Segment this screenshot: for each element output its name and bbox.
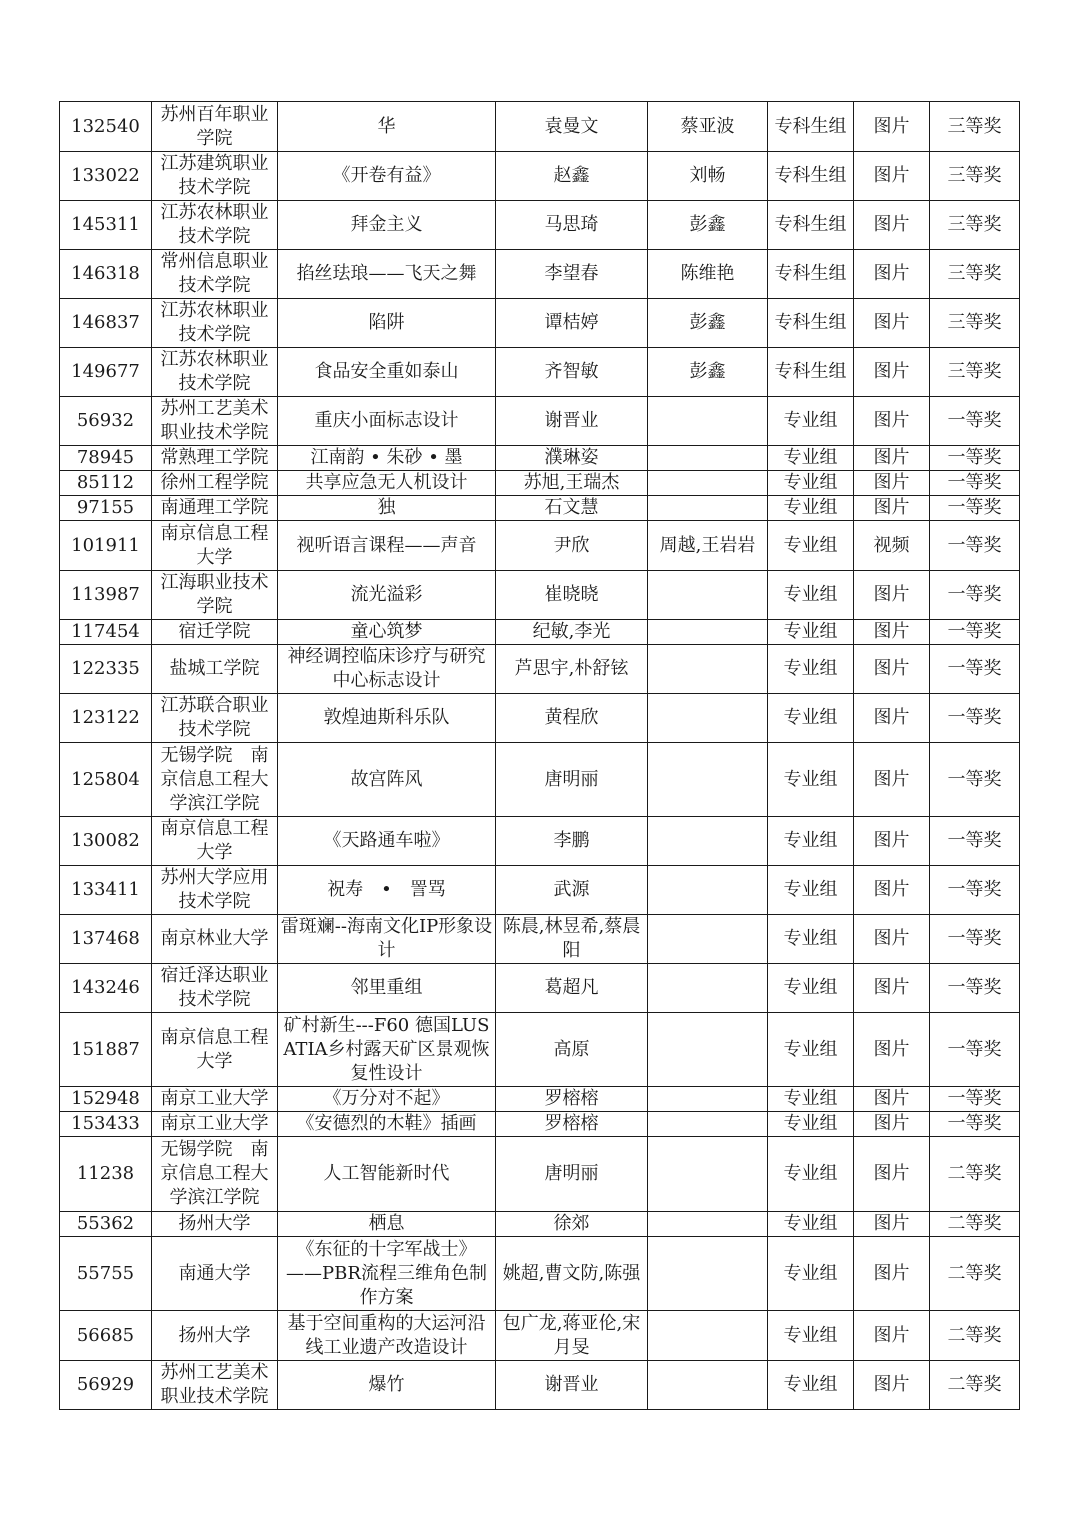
advisor-names: 刘畅 xyxy=(648,152,768,201)
work-title: 邻里重组 xyxy=(278,964,496,1013)
school-name: 盐城工学院 xyxy=(152,645,278,694)
table-row xyxy=(60,299,1020,348)
entry-id: 145311 xyxy=(60,201,152,250)
entry-id: 11238 xyxy=(60,1137,152,1212)
advisor-names: 蔡亚波 xyxy=(648,102,768,152)
work-title: 《开卷有益》 xyxy=(278,152,496,201)
group-category: 专业组 xyxy=(768,866,854,915)
entry-id: 122335 xyxy=(60,645,152,694)
award-level: 一等奖 xyxy=(930,521,1020,571)
school-name: 江苏农林职业技术学院 xyxy=(152,348,278,397)
work-type: 图片 xyxy=(854,1013,930,1087)
author-names: 谢晋业 xyxy=(496,1361,648,1410)
school-name: 苏州大学应用技术学院 xyxy=(152,866,278,915)
work-title: 栖息 xyxy=(278,1212,496,1237)
work-title: 重庆小面标志设计 xyxy=(278,397,496,446)
entry-id: 130082 xyxy=(60,817,152,866)
work-title: 人工智能新时代 xyxy=(278,1137,496,1212)
group-category: 专业组 xyxy=(768,817,854,866)
award-level: 二等奖 xyxy=(930,1361,1020,1410)
work-title: 敦煌迪斯科乐队 xyxy=(278,694,496,743)
work-title: 祝寿 • 詈骂 xyxy=(278,866,496,915)
award-level: 一等奖 xyxy=(930,571,1020,620)
author-names: 陈晨,林昱希,蔡晨阳 xyxy=(496,915,648,964)
advisor-names xyxy=(648,446,768,471)
author-names: 袁曼文 xyxy=(496,102,648,152)
work-title: 童心筑梦 xyxy=(278,620,496,645)
table-row xyxy=(60,471,1020,496)
entry-id: 137468 xyxy=(60,915,152,964)
school-name: 苏州百年职业学院 xyxy=(152,102,278,152)
work-type: 图片 xyxy=(854,964,930,1013)
award-level: 一等奖 xyxy=(930,397,1020,446)
award-level: 一等奖 xyxy=(930,446,1020,471)
work-title: 《天路通车啦》 xyxy=(278,817,496,866)
work-type: 图片 xyxy=(854,645,930,694)
advisor-names xyxy=(648,964,768,1013)
school-name: 宿迁学院 xyxy=(152,620,278,645)
work-type: 图片 xyxy=(854,1237,930,1311)
school-name: 南京信息工程大学 xyxy=(152,817,278,866)
author-names: 崔晓晓 xyxy=(496,571,648,620)
work-title: 华 xyxy=(278,102,496,152)
school-name: 南京工业大学 xyxy=(152,1087,278,1112)
author-names: 纪敏,李光 xyxy=(496,620,648,645)
author-names: 罗榕榕 xyxy=(496,1087,648,1112)
table-row xyxy=(60,817,1020,866)
advisor-names: 彭鑫 xyxy=(648,299,768,348)
work-type: 图片 xyxy=(854,201,930,250)
work-type: 图片 xyxy=(854,1212,930,1237)
award-level: 一等奖 xyxy=(930,694,1020,743)
table-row xyxy=(60,152,1020,201)
school-name: 江苏联合职业技术学院 xyxy=(152,694,278,743)
table-row xyxy=(60,397,1020,446)
work-title: 爆竹 xyxy=(278,1361,496,1410)
author-names: 葛超凡 xyxy=(496,964,648,1013)
award-level: 一等奖 xyxy=(930,743,1020,817)
school-name: 苏州工艺美术职业技术学院 xyxy=(152,397,278,446)
table-row xyxy=(60,1087,1020,1112)
award-level: 二等奖 xyxy=(930,1137,1020,1212)
work-title: 掐丝珐琅——飞天之舞 xyxy=(278,250,496,299)
entry-id: 85112 xyxy=(60,471,152,496)
work-title: 基于空间重构的大运河沿线工业遗产改造设计 xyxy=(278,1311,496,1361)
award-level: 一等奖 xyxy=(930,471,1020,496)
table-row xyxy=(60,496,1020,521)
author-names: 李鹏 xyxy=(496,817,648,866)
group-category: 专科生组 xyxy=(768,152,854,201)
award-level: 二等奖 xyxy=(930,1237,1020,1311)
work-title: 独 xyxy=(278,496,496,521)
group-category: 专业组 xyxy=(768,496,854,521)
award-table-body xyxy=(60,102,1020,1410)
school-name: 常熟理工学院 xyxy=(152,446,278,471)
group-category: 专业组 xyxy=(768,694,854,743)
advisor-names xyxy=(648,1112,768,1137)
advisor-names xyxy=(648,866,768,915)
entry-id: 55362 xyxy=(60,1212,152,1237)
group-category: 专业组 xyxy=(768,1361,854,1410)
group-category: 专业组 xyxy=(768,915,854,964)
group-category: 专业组 xyxy=(768,743,854,817)
group-category: 专业组 xyxy=(768,1212,854,1237)
entry-id: 149677 xyxy=(60,348,152,397)
work-type: 图片 xyxy=(854,620,930,645)
work-type: 图片 xyxy=(854,1112,930,1137)
work-type: 图片 xyxy=(854,496,930,521)
group-category: 专科生组 xyxy=(768,299,854,348)
work-title: 流光溢彩 xyxy=(278,571,496,620)
entry-id: 55755 xyxy=(60,1237,152,1311)
entry-id: 113987 xyxy=(60,571,152,620)
author-names: 高原 xyxy=(496,1013,648,1087)
work-type: 图片 xyxy=(854,348,930,397)
author-names: 李望春 xyxy=(496,250,648,299)
author-names: 唐明丽 xyxy=(496,743,648,817)
school-name: 无锡学院 南京信息工程大学滨江学院 xyxy=(152,1137,278,1212)
advisor-names: 彭鑫 xyxy=(648,201,768,250)
entry-id: 146318 xyxy=(60,250,152,299)
group-category: 专业组 xyxy=(768,397,854,446)
work-type: 图片 xyxy=(854,817,930,866)
award-level: 三等奖 xyxy=(930,102,1020,152)
advisor-names: 周越,王岩岩 xyxy=(648,521,768,571)
author-names: 谭桔婷 xyxy=(496,299,648,348)
work-title: 故宫阵风 xyxy=(278,743,496,817)
work-type: 图片 xyxy=(854,152,930,201)
table-row xyxy=(60,521,1020,571)
group-category: 专科生组 xyxy=(768,201,854,250)
table-row xyxy=(60,645,1020,694)
advisor-names xyxy=(648,817,768,866)
school-name: 扬州大学 xyxy=(152,1212,278,1237)
award-level: 一等奖 xyxy=(930,1087,1020,1112)
author-names: 姚超,曹文防,陈强 xyxy=(496,1237,648,1311)
advisor-names xyxy=(648,571,768,620)
award-level: 一等奖 xyxy=(930,620,1020,645)
author-names: 尹欣 xyxy=(496,521,648,571)
entry-id: 146837 xyxy=(60,299,152,348)
award-results-table xyxy=(59,101,1020,1410)
school-name: 无锡学院 南京信息工程大学滨江学院 xyxy=(152,743,278,817)
entry-id: 56932 xyxy=(60,397,152,446)
work-title: 矿村新生---F60 德国LUSATIA乡村露天矿区景观恢复性设计 xyxy=(278,1013,496,1087)
author-names: 黄程欣 xyxy=(496,694,648,743)
group-category: 专业组 xyxy=(768,446,854,471)
work-title: 《东征的十字军战士》——PBR流程三维角色制作方案 xyxy=(278,1237,496,1311)
table-row xyxy=(60,1013,1020,1087)
author-names: 石文慧 xyxy=(496,496,648,521)
table-row xyxy=(60,694,1020,743)
author-names: 马思琦 xyxy=(496,201,648,250)
advisor-names xyxy=(648,1013,768,1087)
entry-id: 132540 xyxy=(60,102,152,152)
advisor-names xyxy=(648,915,768,964)
advisor-names xyxy=(648,1237,768,1311)
group-category: 专业组 xyxy=(768,521,854,571)
advisor-names xyxy=(648,743,768,817)
advisor-names xyxy=(648,397,768,446)
entry-id: 133022 xyxy=(60,152,152,201)
group-category: 专科生组 xyxy=(768,250,854,299)
group-category: 专业组 xyxy=(768,964,854,1013)
award-level: 二等奖 xyxy=(930,1311,1020,1361)
work-title: 江南韵 • 朱砂 • 墨 xyxy=(278,446,496,471)
award-level: 三等奖 xyxy=(930,201,1020,250)
work-type: 图片 xyxy=(854,471,930,496)
table-row xyxy=(60,201,1020,250)
work-type: 图片 xyxy=(854,1087,930,1112)
table-row xyxy=(60,446,1020,471)
table-row xyxy=(60,620,1020,645)
work-title: 神经调控临床诊疗与研究中心标志设计 xyxy=(278,645,496,694)
group-category: 专业组 xyxy=(768,1311,854,1361)
work-type: 视频 xyxy=(854,521,930,571)
group-category: 专业组 xyxy=(768,1237,854,1311)
award-level: 一等奖 xyxy=(930,964,1020,1013)
advisor-names xyxy=(648,645,768,694)
entry-id: 152948 xyxy=(60,1087,152,1112)
school-name: 南通理工学院 xyxy=(152,496,278,521)
author-names: 齐智敏 xyxy=(496,348,648,397)
award-level: 一等奖 xyxy=(930,496,1020,521)
advisor-names xyxy=(648,1087,768,1112)
work-title: 共享应急无人机设计 xyxy=(278,471,496,496)
group-category: 专业组 xyxy=(768,1013,854,1087)
award-level: 三等奖 xyxy=(930,152,1020,201)
entry-id: 78945 xyxy=(60,446,152,471)
entry-id: 143246 xyxy=(60,964,152,1013)
school-name: 南通大学 xyxy=(152,1237,278,1311)
advisor-names: 彭鑫 xyxy=(648,348,768,397)
school-name: 苏州工艺美术职业技术学院 xyxy=(152,1361,278,1410)
advisor-names xyxy=(648,1311,768,1361)
work-type: 图片 xyxy=(854,694,930,743)
table-row xyxy=(60,102,1020,152)
award-level: 三等奖 xyxy=(930,250,1020,299)
table-row xyxy=(60,571,1020,620)
entry-id: 153433 xyxy=(60,1112,152,1137)
advisor-names xyxy=(648,1212,768,1237)
advisor-names xyxy=(648,1137,768,1212)
author-names: 苏旭,王瑞杰 xyxy=(496,471,648,496)
group-category: 专业组 xyxy=(768,1137,854,1212)
work-type: 图片 xyxy=(854,299,930,348)
group-category: 专业组 xyxy=(768,471,854,496)
table-row xyxy=(60,250,1020,299)
work-title: 拜金主义 xyxy=(278,201,496,250)
award-level: 一等奖 xyxy=(930,645,1020,694)
entry-id: 56685 xyxy=(60,1311,152,1361)
award-level: 一等奖 xyxy=(930,866,1020,915)
work-title: 视听语言课程——声音 xyxy=(278,521,496,571)
entry-id: 151887 xyxy=(60,1013,152,1087)
work-type: 图片 xyxy=(854,743,930,817)
group-category: 专科生组 xyxy=(768,348,854,397)
school-name: 江苏建筑职业技术学院 xyxy=(152,152,278,201)
entry-id: 56929 xyxy=(60,1361,152,1410)
group-category: 专业组 xyxy=(768,645,854,694)
work-title: 陷阱 xyxy=(278,299,496,348)
advisor-names: 陈维艳 xyxy=(648,250,768,299)
entry-id: 117454 xyxy=(60,620,152,645)
work-title: 《安德烈的木鞋》插画 xyxy=(278,1112,496,1137)
work-type: 图片 xyxy=(854,446,930,471)
school-name: 扬州大学 xyxy=(152,1311,278,1361)
table-row xyxy=(60,1361,1020,1410)
table-row xyxy=(60,1112,1020,1137)
entry-id: 101911 xyxy=(60,521,152,571)
group-category: 专科生组 xyxy=(768,102,854,152)
school-name: 常州信息职业技术学院 xyxy=(152,250,278,299)
author-names: 濮琳姿 xyxy=(496,446,648,471)
award-level: 三等奖 xyxy=(930,299,1020,348)
school-name: 南京林业大学 xyxy=(152,915,278,964)
school-name: 南京信息工程大学 xyxy=(152,1013,278,1087)
table-row xyxy=(60,1212,1020,1237)
table-row xyxy=(60,743,1020,817)
author-names: 唐明丽 xyxy=(496,1137,648,1212)
school-name: 南京工业大学 xyxy=(152,1112,278,1137)
group-category: 专业组 xyxy=(768,620,854,645)
award-level: 一等奖 xyxy=(930,915,1020,964)
school-name: 宿迁泽达职业技术学院 xyxy=(152,964,278,1013)
school-name: 江苏农林职业技术学院 xyxy=(152,201,278,250)
school-name: 江苏农林职业技术学院 xyxy=(152,299,278,348)
advisor-names xyxy=(648,496,768,521)
award-level: 一等奖 xyxy=(930,817,1020,866)
author-names: 包广龙,蒋亚伦,宋月旻 xyxy=(496,1311,648,1361)
advisor-names xyxy=(648,1361,768,1410)
award-level: 三等奖 xyxy=(930,348,1020,397)
author-names: 罗榕榕 xyxy=(496,1112,648,1137)
work-type: 图片 xyxy=(854,1361,930,1410)
entry-id: 123122 xyxy=(60,694,152,743)
group-category: 专业组 xyxy=(768,1087,854,1112)
table-row xyxy=(60,1237,1020,1311)
work-type: 图片 xyxy=(854,102,930,152)
school-name: 徐州工程学院 xyxy=(152,471,278,496)
author-names: 武源 xyxy=(496,866,648,915)
entry-id: 125804 xyxy=(60,743,152,817)
table-row xyxy=(60,348,1020,397)
work-type: 图片 xyxy=(854,1137,930,1212)
entry-id: 97155 xyxy=(60,496,152,521)
advisor-names xyxy=(648,694,768,743)
advisor-names xyxy=(648,471,768,496)
table-row xyxy=(60,964,1020,1013)
author-names: 徐郊 xyxy=(496,1212,648,1237)
table-row xyxy=(60,1311,1020,1361)
author-names: 谢晋业 xyxy=(496,397,648,446)
advisor-names xyxy=(648,620,768,645)
author-names: 赵鑫 xyxy=(496,152,648,201)
work-title: 食品安全重如泰山 xyxy=(278,348,496,397)
award-level: 一等奖 xyxy=(930,1112,1020,1137)
work-title: 雷斑斓--海南文化IP形象设计 xyxy=(278,915,496,964)
work-type: 图片 xyxy=(854,866,930,915)
award-level: 二等奖 xyxy=(930,1212,1020,1237)
work-type: 图片 xyxy=(854,1311,930,1361)
school-name: 南京信息工程大学 xyxy=(152,521,278,571)
author-names: 芦思宇,朴舒铉 xyxy=(496,645,648,694)
work-type: 图片 xyxy=(854,397,930,446)
table-row xyxy=(60,915,1020,964)
entry-id: 133411 xyxy=(60,866,152,915)
table-row xyxy=(60,1137,1020,1212)
group-category: 专业组 xyxy=(768,571,854,620)
work-type: 图片 xyxy=(854,250,930,299)
school-name: 江海职业技术学院 xyxy=(152,571,278,620)
work-type: 图片 xyxy=(854,571,930,620)
award-level: 一等奖 xyxy=(930,1013,1020,1087)
table-row xyxy=(60,866,1020,915)
work-type: 图片 xyxy=(854,915,930,964)
work-title: 《万分对不起》 xyxy=(278,1087,496,1112)
group-category: 专业组 xyxy=(768,1112,854,1137)
